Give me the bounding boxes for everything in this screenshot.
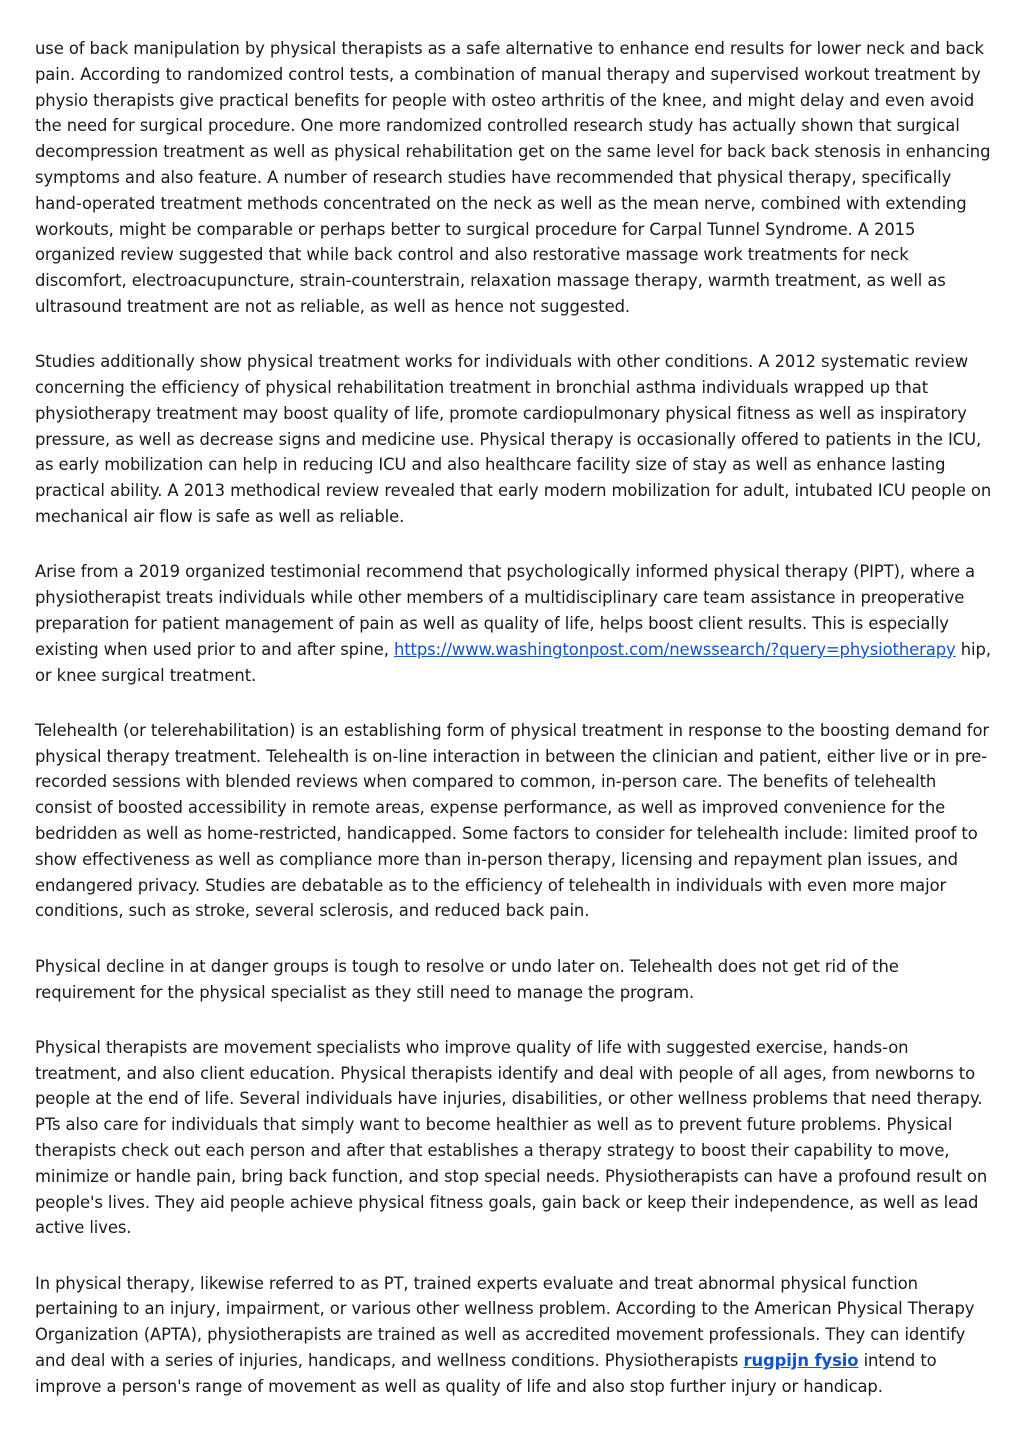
document-page [35, 36, 995, 1429]
paragraph-movement-specialists: Physical therapists are movement specialists who improve quality of life with suggested exercise, hands-on treatment, and also client education. Physical therapists identify and deal with people of all ages, from newborns to people at the end of life. Several individuals have injuries, disabilities, or other wellness problems that need therapy. PTs also care for individuals that simply want to become healthier as well as to prevent future problems. Physical therapists check out each person and after that establishes a therapy strategy to boost their capability to move, minimize or handle pain, bring back function, and stop special needs. Physiotherapists can have a profound result on people's lives. They aid people achieve physical fitness goals, gain back or keep their independence, as well as lead active lives. [35, 1037, 988, 1238]
paragraph-physical-decline: Physical decline in at danger groups is tough to resolve or undo later on. Telehealth does not get rid of the requirement for the physical specialist as they still need to manage the program. [35, 956, 899, 1002]
paragraph-back-manipulation: use of back manipulation by physical therapists as a safe alternative to enhance end results for lower neck and back pain. According to randomized control tests, a combination of manual therapy and supervised workout treatment by physio therapists give practical benefits for people with osteo arthritis of the knee, and might delay and even avoid the need for surgical procedure. One more randomized controlled research study has actually shown that surgical decompression treatment as well as physical rehabilitation get on the same level for back back stenosis in enhancing symptoms and also feature. A number of research studies have recommended that physical therapy, specifically hand-operated treatment methods concentrated on the neck as well as the mean nerve, combined with extending workouts, might be comparable or perhaps better to surgical procedure for Carpal Tunnel Syndrome. A 2015 organized review suggested that while back control and also restorative massage work treatments for neck discomfort, electroacupuncture, strain-counterstrain, relaxation massage therapy, warmth treatment, as well as ultrasound treatment are not as reliable, as well as hence not suggested. [35, 39, 991, 316]
rugpijn-fysio-link[interactable]: rugpijn fysio [743, 1351, 859, 1371]
paragraph-pipt [35, 559, 995, 688]
paragraph-other-conditions: Studies additionally show physical treatment works for individuals with other conditions. A 2012 systematic review concerning the efficiency of physical rehabilitation treatment in bronchial asthma individuals wrapped up that physiotherapy treatment may boost quality of life, promote cardiopulmonary physical fitness as well as inspiratory pressure, as well as decrease signs and medicine use. Physical therapy is occasionally offered to patients in the ICU, as early mobilization can help in reducing ICU and also healthcare facility size of stay as well as enhance lasting practical ability. A 2013 methodical review revealed that early modern mobilization for adult, intubated ICU people on mechanical air flow is safe as well as reliable. [35, 352, 992, 527]
paragraph-pipt-text-after: hip, or knee surgical treatment. [35, 639, 991, 685]
paragraph-telehealth: Telehealth (or telerehabilitation) is an establishing form of physical treatment in response to the boosting demand for physical therapy treatment. Telehealth is on-line interaction in between the clinician and patient, either live or in pre-recorded sessions with blended reviews when compared to common, in-person care. The benefits of telehealth consist of boosted accessibility in remote areas, expense performance, as well as improved convenience for the bedridden as well as home-restricted, handicapped. Some factors to consider for telehealth include: limited proof to show effectiveness as well as compliance more than in-person therapy, licensing and repayment plan issues, and endangered privacy. Studies are debatable as to the efficiency of telehealth in individuals with even more major conditions, such as stroke, several sclerosis, and reduced back pain. [35, 720, 990, 921]
washingtonpost-link[interactable]: https://www.washingtonpost.com/newssearch/?query=physiotherapy [393, 639, 956, 659]
paragraph-apta-text-after: intend to improve a person's range of movement as well as quality of life and also stop further injury or handicap. [35, 1351, 937, 1396]
paragraph-apta-text-before: In physical therapy, likewise referred to as PT, trained experts evaluate and treat abnormal physical function pertaining to an injury, impairment, or various other wellness problem. According to the American Physical Therapy Organization (APTA), physiotherapists are trained as well as accredited movement professionals. They can identify and deal with a series of injuries, handicaps, and wellness conditions. Physiotherapists [35, 1273, 975, 1371]
paragraph-apta [35, 1271, 995, 1400]
paragraph-pipt-text-before: Arise from a 2019 organized testimonial recommend that psychologically informed physical therapy (PIPT), where a physiotherapist treats individuals while other members of a multidisciplinary care team assistance in preoperative preparation for patient management of pain as well as quality of life, helps boost client results. This is especially existing when used prior to and after spine, [35, 562, 975, 659]
